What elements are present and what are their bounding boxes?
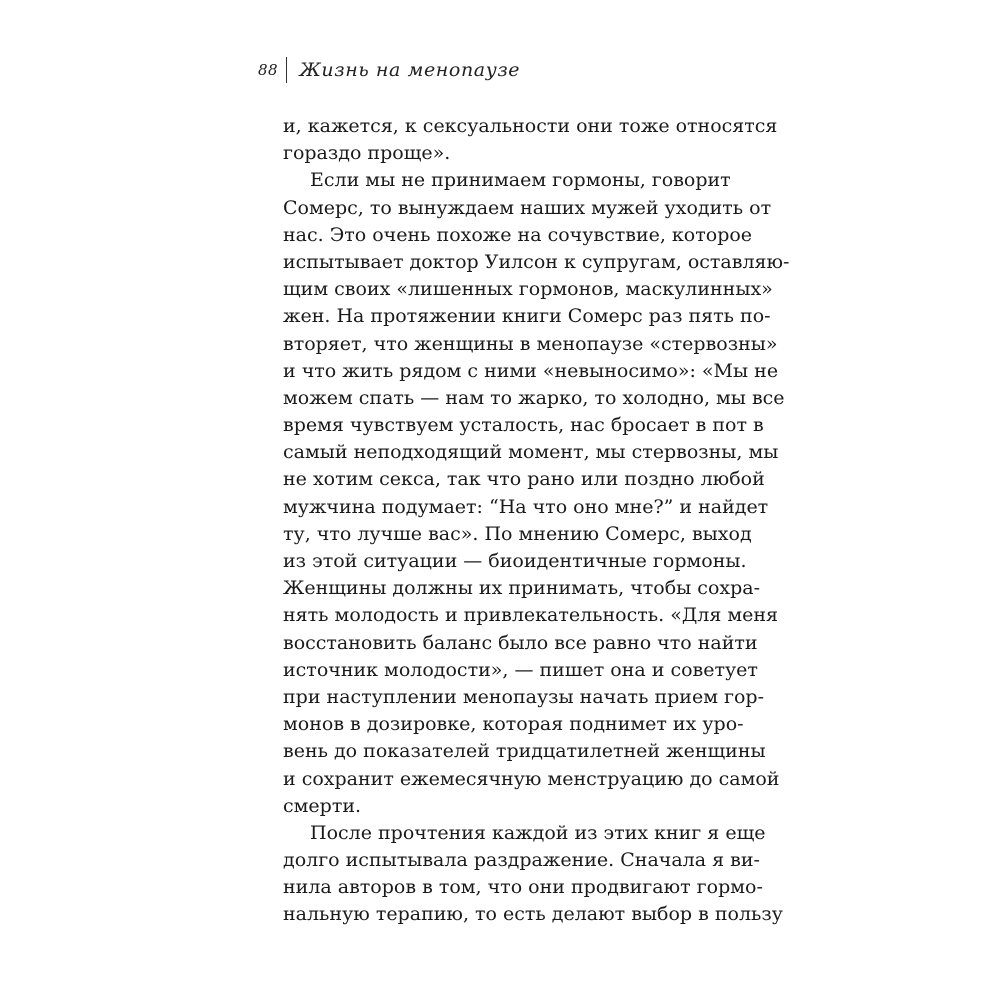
text-line: гораздо проще». <box>283 142 451 165</box>
text-line: смерти. <box>283 794 362 817</box>
text-line: нальную терапию, то есть делают выбор в пользу <box>283 903 783 926</box>
running-header <box>258 54 520 86</box>
text-line: мужчина подумает: “На что оно мне?” и найдет <box>283 495 769 518</box>
text-line: щим своих «лишенных гормонов, маскулинных» <box>283 278 773 301</box>
text-line: время чувствуем усталость, нас бросает в пот в <box>283 414 764 437</box>
paragraph <box>283 167 790 820</box>
text-line: при наступлении менопаузы начать прием гор- <box>283 685 764 708</box>
text-line: и сохранит ежемесячную менструацию до самой <box>283 767 780 790</box>
text-line: вень до показателей тридцатилетней женщины <box>283 740 766 763</box>
text-line: жен. На протяжении книги Сомерс раз пять по- <box>283 305 771 328</box>
paragraph <box>283 113 778 167</box>
text-line: и что жить рядом с ними «невыносимо»: «Мы не <box>283 359 779 382</box>
text-line: нас. Это очень похоже на сочувствие, которое <box>283 223 753 246</box>
text-line: из этой ситуации — биоидентичные гормоны. <box>283 550 747 572</box>
text-line: можем спать — нам то жарко, то холодно, мы все <box>283 386 785 409</box>
text-line: и, кажется, к сексуальности они тоже относятся <box>283 115 778 137</box>
text-line: Женщины должны их принимать, чтобы сохра- <box>283 577 761 600</box>
text-line: самый неподходящий момент, мы стервозны, мы <box>283 441 779 464</box>
text-line: испытывает доктор Уилсон к супругам, оставляю- <box>283 250 790 273</box>
book-title: Жизнь на менопаузе <box>299 59 521 81</box>
text-line: нять молодость и привлекательность. «Для меня <box>283 604 779 627</box>
text-line: ту, что лучше вас». По мнению Сомерс, выход <box>283 522 752 545</box>
text-line: восстановить баланс было все равно что найти <box>283 631 758 654</box>
text-line: После прочтения каждой из этих книг я еще <box>310 821 766 844</box>
text-line: не хотим секса, так что рано или поздно любой <box>283 468 765 491</box>
text-line: монов в дозировке, которая поднимет их уро- <box>283 713 744 736</box>
text-line: Сомерс, то вынуждаем наших мужей уходить от <box>283 196 772 219</box>
text-line: долго испытывала раздражение. Сначала я ви- <box>283 849 760 872</box>
text-line: вторяет, что женщины в менопаузе «стервозны» <box>283 332 778 355</box>
text-line: источник молодости», — пишет она и советует <box>283 658 758 681</box>
text-line: Если мы не принимаем гормоны, говорит <box>310 169 731 192</box>
text-body <box>283 113 790 929</box>
paragraph <box>283 820 783 929</box>
page-number: 88 <box>258 61 279 79</box>
text-line: нила авторов в том, что они продвигают гормо- <box>283 876 763 899</box>
